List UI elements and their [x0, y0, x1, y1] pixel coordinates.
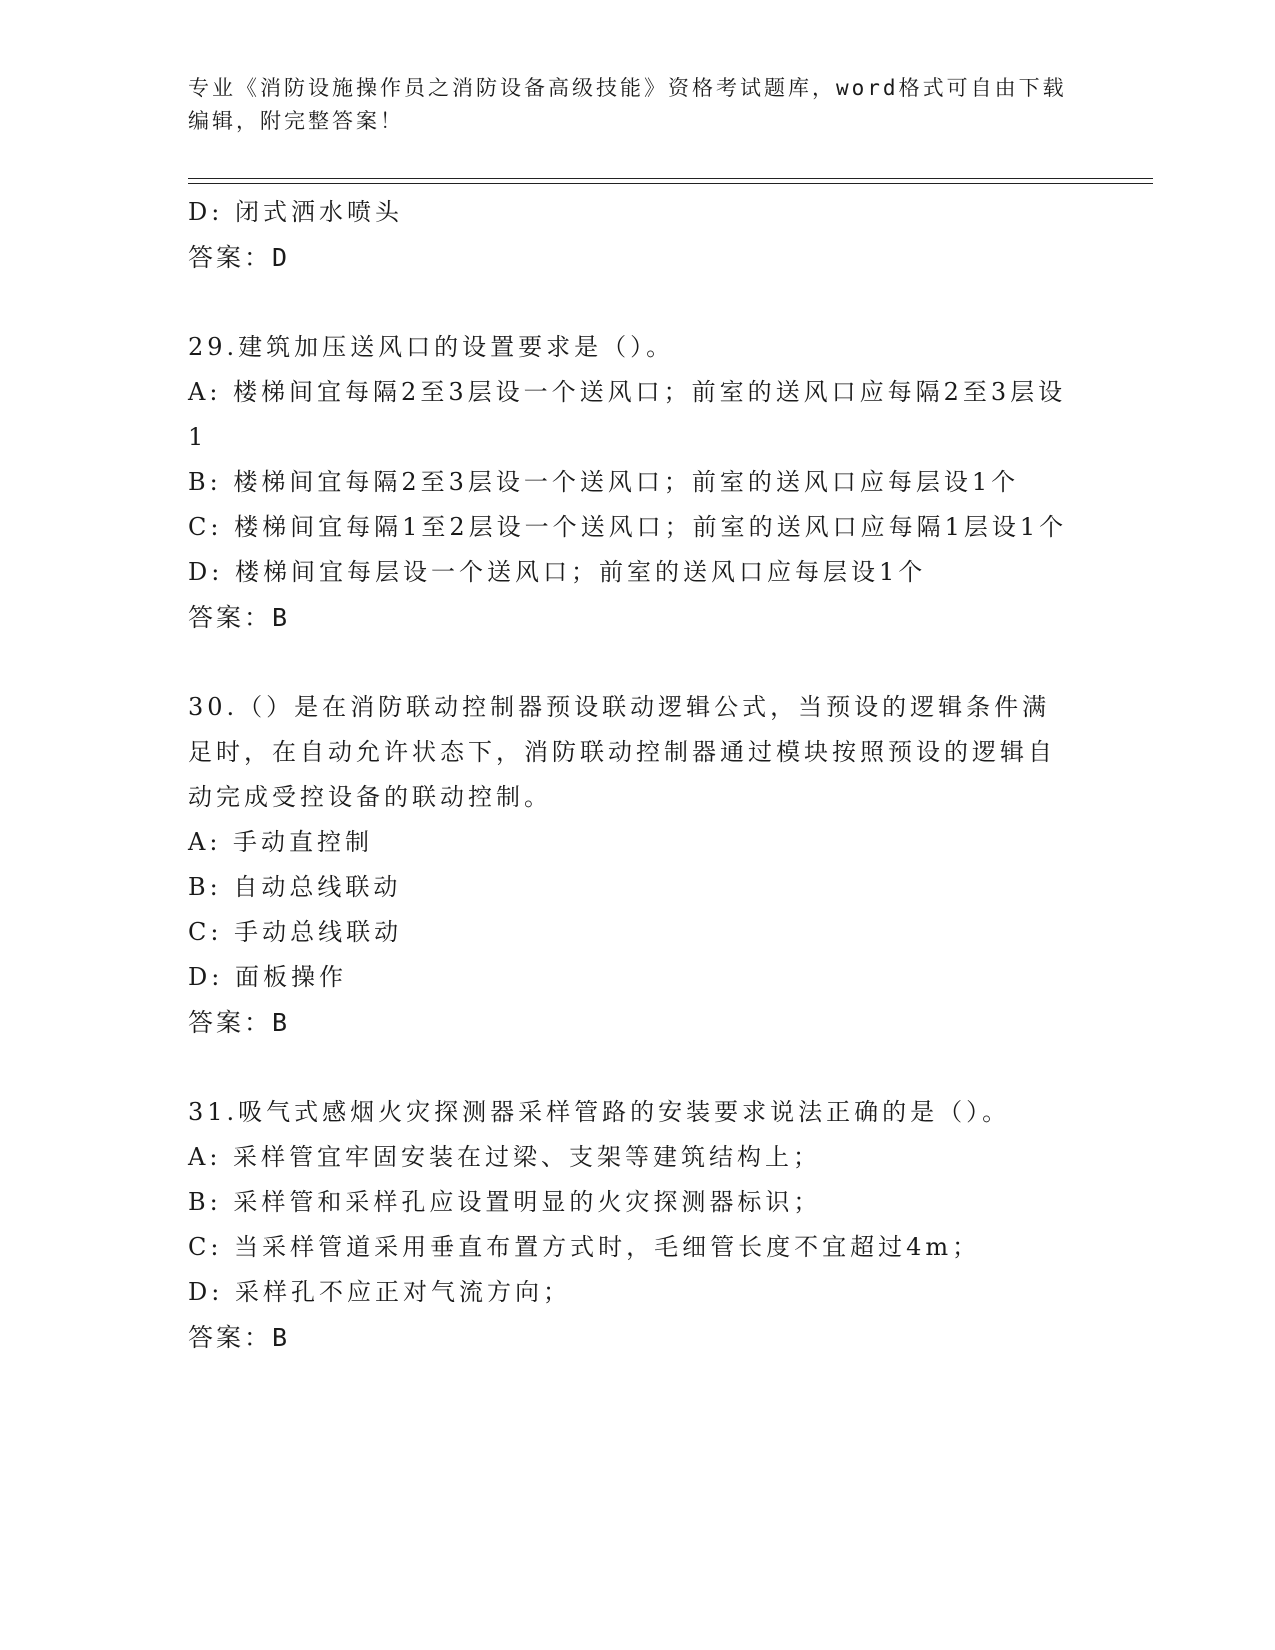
- option-b: B: 自动总线联动: [188, 873, 402, 901]
- answer-value: B: [272, 1323, 288, 1352]
- header-divider-top: [188, 178, 1153, 179]
- header-divider-bottom: [188, 183, 1153, 184]
- answer-line: [188, 1315, 1078, 1360]
- question-stem: 30.（）是在消防联动控制器预设联动逻辑公式，当预设的逻辑条件满足时，在自动允许状态下，消防联动控制器通过模块按照预设的逻辑自动完成受控设备的联动控制。: [188, 693, 1056, 811]
- option-b: B: 楼梯间宜每隔2至3层设一个送风口；前室的送风口应每层设1个: [188, 468, 1020, 496]
- answer-label: 答案：: [188, 243, 273, 272]
- answer-label: 答案：: [188, 1008, 273, 1037]
- option-c: C: 手动总线联动: [188, 918, 403, 946]
- answer-line: [188, 235, 1078, 280]
- question-block: [188, 685, 1078, 1045]
- answer-label: 答案：: [188, 1323, 273, 1352]
- question-block: [188, 325, 1078, 640]
- option-c: C: 楼梯间宜每隔1至2层设一个送风口；前室的送风口应每隔1层设1个: [188, 513, 1068, 541]
- option-b: B: 采样管和采样孔应设置明显的火灾探测器标识；: [188, 1188, 822, 1216]
- spacer: [188, 1045, 1078, 1090]
- option-d: D: 闭式洒水喷头: [188, 198, 403, 226]
- answer-label: 答案：: [188, 603, 273, 632]
- question-stem: 31.吸气式感烟火灾探测器采样管路的安装要求说法正确的是（）。: [188, 1098, 1011, 1126]
- answer-value: B: [272, 1008, 288, 1037]
- question-block: [188, 1090, 1078, 1360]
- page-header: 专业《消防设施操作员之消防设备高级技能》资格考试题库，word格式可自由下载编辑，附完整答案！: [188, 76, 1067, 133]
- spacer: [188, 640, 1078, 685]
- option-c: C: 当采样管道采用垂直布置方式时，毛细管长度不宜超过4m；: [188, 1233, 981, 1261]
- answer-line: [188, 1000, 1078, 1045]
- option-a: A: 楼梯间宜每隔2至3层设一个送风口；前室的送风口应每隔2至3层设1: [188, 378, 1067, 451]
- option-a: A: 手动直控制: [188, 828, 374, 856]
- option-a: A: 采样管宜牢固安装在过梁、支架等建筑结构上；: [188, 1143, 822, 1171]
- answer-value: D: [272, 243, 288, 272]
- question-list: [188, 190, 1078, 1360]
- answer-line: [188, 595, 1078, 640]
- spacer: [188, 280, 1078, 325]
- question-stem: 29.建筑加压送风口的设置要求是（）。: [188, 333, 675, 361]
- option-d: D: 采样孔不应正对气流方向；: [188, 1278, 571, 1306]
- option-d: D: 楼梯间宜每层设一个送风口；前室的送风口应每层设1个: [188, 558, 927, 586]
- answer-value: B: [272, 603, 288, 632]
- option-d: D: 面板操作: [188, 963, 347, 991]
